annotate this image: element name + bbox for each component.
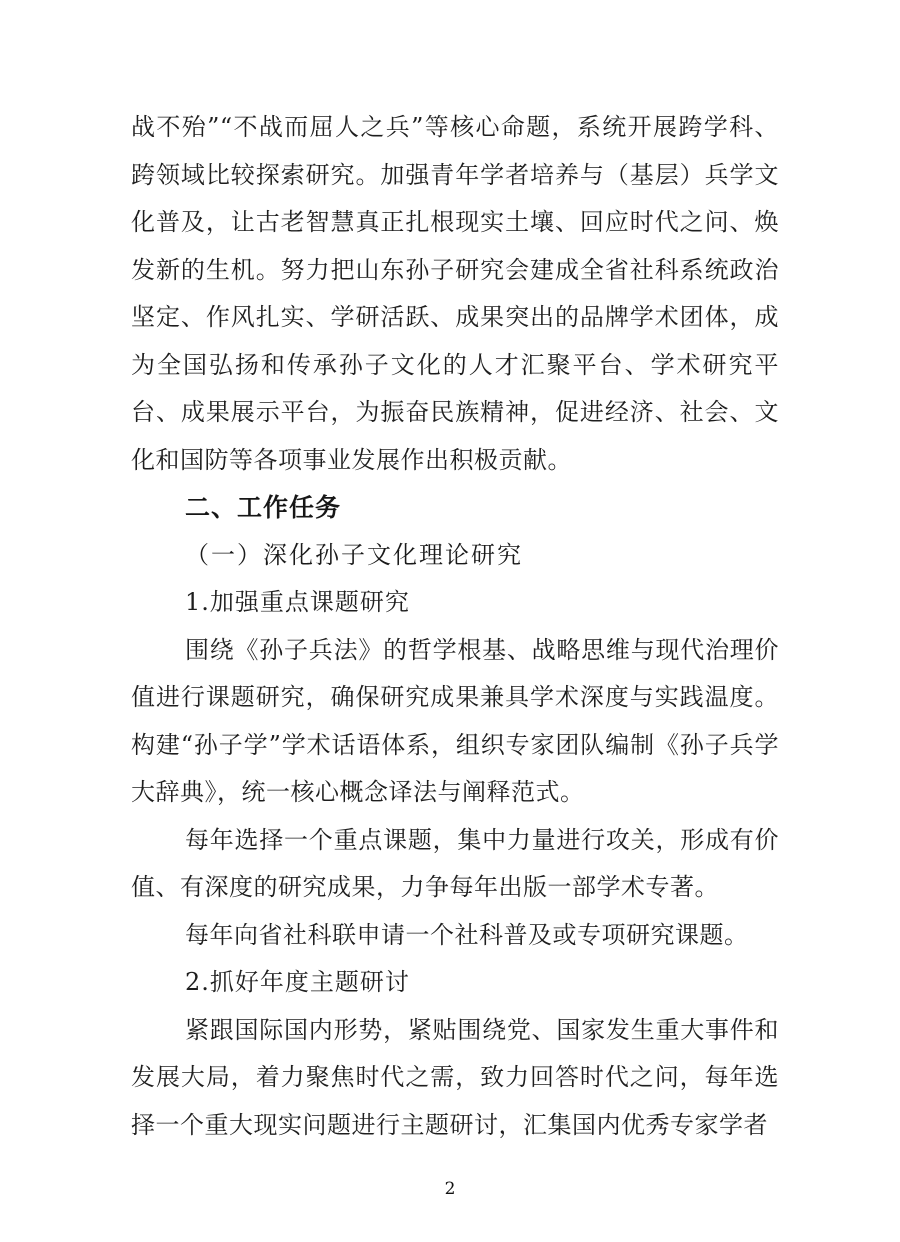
page-number: 2 xyxy=(444,1179,456,1199)
page-content xyxy=(131,104,779,1149)
paragraph-body: 每年选择一个重点课题，集中力量进行攻关，形成有价值、有深度的研究成果，力争每年出版一部学术专著。 xyxy=(131,825,779,901)
paragraph-body: 围绕《孙子兵法》的哲学根基、战略思维与现代治理价值进行课题研究，确保研究成果兼具学术深度与实践温度。构建“孙子学”学术话语体系，组织专家团队编制《孙子兵学大辞典》，统一核心概念译法与阐释范式。 xyxy=(131,635,779,806)
numbered-item-1: 1.加强重点课题研究 xyxy=(185,588,410,616)
numbered-item-2: 2.抓好年度主题研讨 xyxy=(185,968,410,996)
paragraph-body: 每年向省社科联申请一个社科普及或专项研究课题。 xyxy=(185,920,749,949)
subsection-heading: （一）深化孙子文化理论研究 xyxy=(185,540,523,569)
paragraph-body: 紧跟国际国内形势，紧贴围绕党、国家发生重大事件和发展大局，着力聚焦时代之需，致力回答时代之问，每年选择一个重大现实问题进行主题研讨，汇集国内优秀专家学者 xyxy=(131,1015,779,1139)
paragraph-body-continued: 战不殆”“不战而屈人之兵”等核心命题，系统开展跨学科、跨领域比较探索研究。加强青年学者培养与（基层）兵学文化普及，让古老智慧真正扎根现实土壤、回应时代之问、焕发新的生机。努力把山东孙子研究会建成全省社科系统政治坚定、作风扎实、学研活跃、成果突出的品牌学术团体，成为全国弘扬和传承孙子文化的人才汇聚平台、学术研究平台、成果展示平台，为振奋民族精神，促进经济、社会、文化和国防等各项事业发展作出积极贡献。 xyxy=(131,113,779,474)
section-heading: 二、工作任务 xyxy=(185,493,342,522)
